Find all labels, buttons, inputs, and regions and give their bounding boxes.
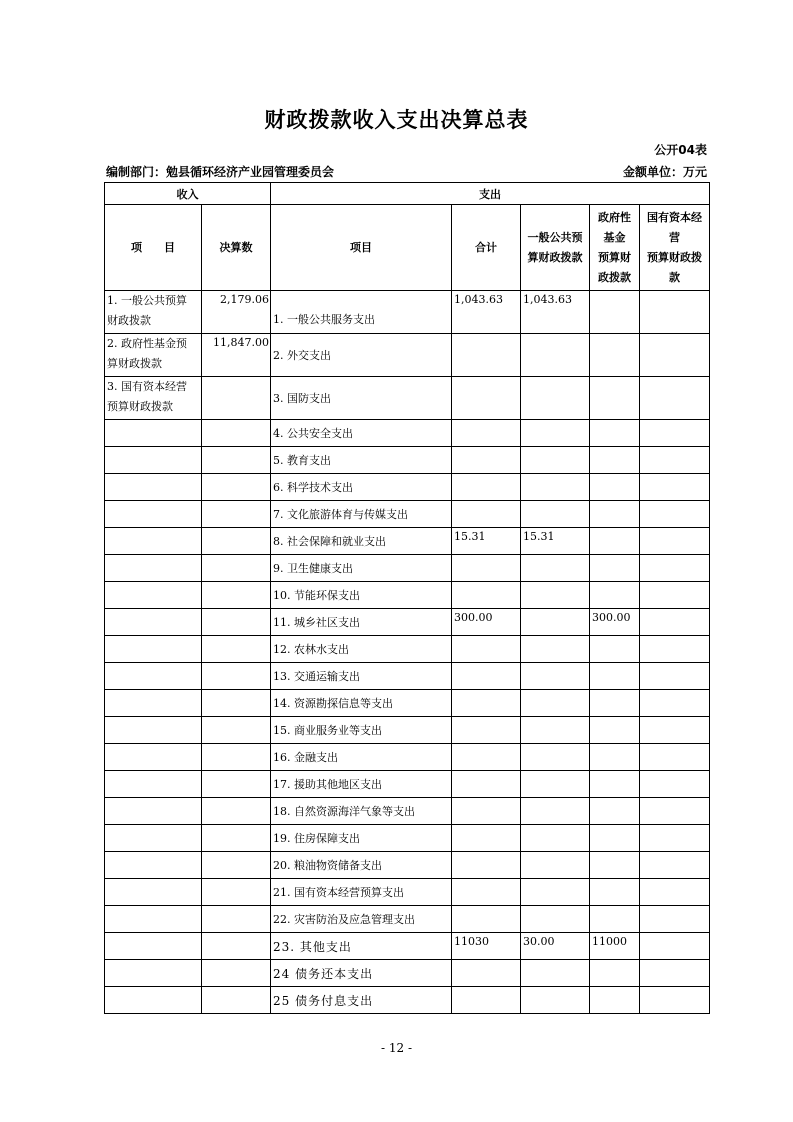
state-capital-header [640,205,710,291]
table-row [105,501,710,528]
table-row [105,582,710,609]
table-row [105,291,710,334]
general-public-cell [521,744,590,771]
income-amount-cell [202,377,271,420]
table-row [105,636,710,663]
state-capital-header-line: 营 [669,230,681,244]
state-capital-cell [640,906,710,933]
state-capital-cell [640,501,710,528]
income-item-cell [105,852,202,879]
state-capital-cell [640,582,710,609]
general-public-cell [521,717,590,744]
income-item-cell [105,528,202,555]
income-item-cell [105,690,202,717]
income-amount-cell [202,582,271,609]
income-amount-cell [202,609,271,636]
income-amount-cell: 2,179.06 [202,291,271,334]
general-public-cell [521,663,590,690]
gov-fund-cell [590,771,640,798]
general-public-cell: 15.31 [521,528,590,555]
gov-fund-cell [590,291,640,334]
gov-fund-header-line: 预算财 [598,250,631,264]
state-capital-cell [640,879,710,906]
expense-total-cell [452,377,521,420]
income-item-cell [105,771,202,798]
state-capital-cell [640,960,710,987]
expense-total-cell [452,771,521,798]
expense-total-cell [452,906,521,933]
expense-item-cell: 20. 粮油物资储备支出 [271,852,452,879]
state-capital-header-line: 款 [669,270,681,284]
general-public-cell [521,420,590,447]
income-item-cell [105,933,202,960]
income-amount-cell [202,960,271,987]
general-public-cell [521,377,590,420]
state-capital-cell [640,717,710,744]
state-capital-cell [640,377,710,420]
gov-fund-cell [590,528,640,555]
general-public-cell [521,690,590,717]
general-public-cell [521,852,590,879]
income-item-cell [105,501,202,528]
income-item-cell [105,609,202,636]
general-public-cell [521,906,590,933]
expense-item-cell: 9. 卫生健康支出 [271,555,452,582]
gov-fund-cell [590,501,640,528]
expense-total-cell [452,879,521,906]
state-capital-cell [640,447,710,474]
general-public-cell [521,609,590,636]
income-item-cell [105,474,202,501]
expense-total-cell [452,555,521,582]
table-row [105,528,710,555]
general-public-cell [521,447,590,474]
gov-fund-cell [590,447,640,474]
gov-fund-cell [590,987,640,1014]
expense-item-cell: 19. 住房保障支出 [271,825,452,852]
table-row [105,987,710,1014]
income-item-cell [105,582,202,609]
general-public-cell [521,879,590,906]
expense-total-cell [452,474,521,501]
state-capital-cell [640,334,710,377]
expense-item-cell: 21. 国有资本经营预算支出 [271,879,452,906]
state-capital-cell [640,474,710,501]
income-amount-cell [202,933,271,960]
expense-item-cell: 24 债务还本支出 [271,960,452,987]
general-public-cell: 30.00 [521,933,590,960]
state-capital-cell [640,663,710,690]
general-public-header-line: 算财政拨款 [527,250,583,264]
amount-unit: 金额单位：万元 [622,165,707,179]
state-capital-cell [640,555,710,582]
state-capital-cell [640,690,710,717]
expense-item-cell: 7. 文化旅游体育与传媒支出 [271,501,452,528]
expense-item-cell: 23. 其他支出 [271,933,452,960]
income-header: 收入 [105,183,271,205]
expense-item-cell: 15. 商业服务业等支出 [271,717,452,744]
state-capital-cell [640,609,710,636]
general-public-cell: 1,043.63 [521,291,590,334]
income-amount-cell [202,852,271,879]
income-item-cell [105,334,202,377]
general-public-cell [521,771,590,798]
income-item-cell [105,636,202,663]
state-capital-header-line: 国有资本经 [647,210,703,224]
expense-item-cell: 18. 自然资源海洋气象等支出 [271,798,452,825]
table-row [105,852,710,879]
expense-total-cell [452,334,521,377]
income-amount-cell: 11,847.00 [202,334,271,377]
state-capital-cell [640,771,710,798]
income-item-header: 项 目 [105,205,202,291]
table-row [105,420,710,447]
income-item-label: 1. 一般公共预算 [107,294,187,307]
expense-total-cell [452,690,521,717]
general-public-cell [521,474,590,501]
income-item-label: 算财政拨款 [107,357,162,370]
expense-item-cell: 17. 援助其他地区支出 [271,771,452,798]
income-item-cell [105,798,202,825]
table-row [105,879,710,906]
income-item-cell [105,960,202,987]
income-amount-cell [202,636,271,663]
income-item-cell [105,555,202,582]
gov-fund-cell [590,960,640,987]
table-row [105,377,710,420]
header-row-2 [105,205,710,291]
gov-fund-cell [590,663,640,690]
gov-fund-cell [590,798,640,825]
table-row [105,744,710,771]
gov-fund-cell [590,717,640,744]
general-public-header [521,205,590,291]
expense-total-cell [452,420,521,447]
gov-fund-cell [590,420,640,447]
gov-fund-cell [590,582,640,609]
table-row [105,334,710,377]
table-row [105,609,710,636]
gov-fund-header-line: 政拨款 [598,270,631,284]
gov-fund-cell [590,690,640,717]
state-capital-cell [640,291,710,334]
expense-item-cell: 10. 节能环保支出 [271,582,452,609]
gov-fund-cell [590,636,640,663]
general-public-cell [521,582,590,609]
gov-fund-cell: 300.00 [590,609,640,636]
table-row [105,447,710,474]
state-capital-cell [640,528,710,555]
expense-item-cell: 2. 外交支出 [271,334,452,377]
table-row [105,474,710,501]
income-amount-cell [202,906,271,933]
expense-total-cell: 300.00 [452,609,521,636]
table-row [105,690,710,717]
gov-fund-header-line: 政府性 [598,210,631,224]
income-amount-cell [202,690,271,717]
gov-fund-cell [590,334,640,377]
income-item-cell [105,377,202,420]
state-capital-cell [640,798,710,825]
state-capital-cell [640,744,710,771]
income-amount-cell [202,717,271,744]
table-row [105,555,710,582]
expense-total-cell [452,960,521,987]
expense-item-cell: 12. 农林水支出 [271,636,452,663]
income-amount-cell [202,798,271,825]
table-row [105,798,710,825]
state-capital-header-line: 预算财政拨 [647,250,703,264]
expense-total-cell: 11030 [452,933,521,960]
expense-item-cell: 22. 灾害防治及应急管理支出 [271,906,452,933]
income-amount-cell [202,555,271,582]
expense-item-cell: 25 债务付息支出 [271,987,452,1014]
expense-total-cell [452,798,521,825]
income-item-cell [105,420,202,447]
table-row [105,717,710,744]
expense-total-cell [452,744,521,771]
expense-total-cell [452,825,521,852]
expense-item-cell: 14. 资源勘探信息等支出 [271,690,452,717]
budget-table [104,182,710,1014]
table-row [105,906,710,933]
final-amount-header: 决算数 [202,205,271,291]
general-public-cell [521,501,590,528]
expense-item-cell: 3. 国防支出 [271,377,452,420]
gov-fund-cell: 11000 [590,933,640,960]
income-item-label: 2. 政府性基金预 [107,337,187,350]
state-capital-cell [640,636,710,663]
income-amount-cell [202,771,271,798]
expense-item-cell: 6. 科学技术支出 [271,474,452,501]
income-item-cell [105,879,202,906]
general-public-cell [521,825,590,852]
income-item-cell [105,744,202,771]
gov-fund-cell [590,852,640,879]
expense-item-cell: 1. 一般公共服务支出 [271,291,452,334]
expense-total-cell [452,582,521,609]
expense-total-cell: 15.31 [452,528,521,555]
general-public-cell [521,960,590,987]
expense-header: 支出 [271,183,710,205]
income-item-cell [105,717,202,744]
general-public-cell [521,334,590,377]
gov-fund-cell [590,879,640,906]
header-row-1 [105,183,710,205]
expense-total-cell [452,852,521,879]
compiling-department: 编制部门：勉县循环经济产业园管理委员会 [106,165,335,179]
expense-total-cell [452,987,521,1014]
gov-fund-cell [590,744,640,771]
gov-fund-cell [590,555,640,582]
page-number: - 12 - [380,1041,412,1055]
expense-item-cell: 4. 公共安全支出 [271,420,452,447]
table-row [105,771,710,798]
expense-total-cell [452,663,521,690]
income-amount-cell [202,879,271,906]
income-item-cell [105,447,202,474]
expense-item-cell: 11. 城乡社区支出 [271,609,452,636]
income-amount-cell [202,744,271,771]
general-public-cell [521,555,590,582]
expense-item-cell: 16. 金融支出 [271,744,452,771]
gov-fund-cell [590,474,640,501]
expense-total-cell [452,501,521,528]
gov-fund-header [590,205,640,291]
expense-total-cell [452,717,521,744]
general-public-cell [521,987,590,1014]
expense-total-cell: 1,043.63 [452,291,521,334]
income-amount-cell [202,447,271,474]
income-amount-cell [202,501,271,528]
income-item-label: 预算财政拨款 [107,400,173,413]
gov-fund-cell [590,906,640,933]
page-title: 财政拨款收入支出决算总表 [264,108,529,132]
gov-fund-cell [590,377,640,420]
income-item-label: 3. 国有资本经营 [107,380,187,393]
expense-item-cell: 13. 交通运输支出 [271,663,452,690]
income-item-label: 财政拨款 [107,314,151,327]
income-item-cell [105,906,202,933]
income-amount-cell [202,825,271,852]
table-row [105,933,710,960]
gov-fund-header-line: 基金 [603,230,626,244]
expense-total-cell [452,636,521,663]
table-row [105,663,710,690]
income-item-cell [105,825,202,852]
income-amount-cell [202,420,271,447]
income-amount-cell [202,663,271,690]
state-capital-cell [640,852,710,879]
form-number: 公开04表 [654,143,707,157]
income-amount-cell [202,474,271,501]
general-public-header-line: 一般公共预 [527,230,583,244]
table-row [105,825,710,852]
gov-fund-cell [590,825,640,852]
expense-item-cell: 8. 社会保障和就业支出 [271,528,452,555]
state-capital-cell [640,933,710,960]
income-amount-cell [202,528,271,555]
general-public-cell [521,636,590,663]
general-public-cell [521,798,590,825]
income-amount-cell [202,987,271,1014]
expense-item-cell: 5. 教育支出 [271,447,452,474]
table-row [105,960,710,987]
income-item-cell [105,663,202,690]
total-header: 合计 [452,205,521,291]
income-item-cell [105,291,202,334]
state-capital-cell [640,825,710,852]
state-capital-cell [640,420,710,447]
state-capital-cell [640,987,710,1014]
expense-item-header: 项目 [271,205,452,291]
expense-total-cell [452,447,521,474]
income-item-cell [105,987,202,1014]
